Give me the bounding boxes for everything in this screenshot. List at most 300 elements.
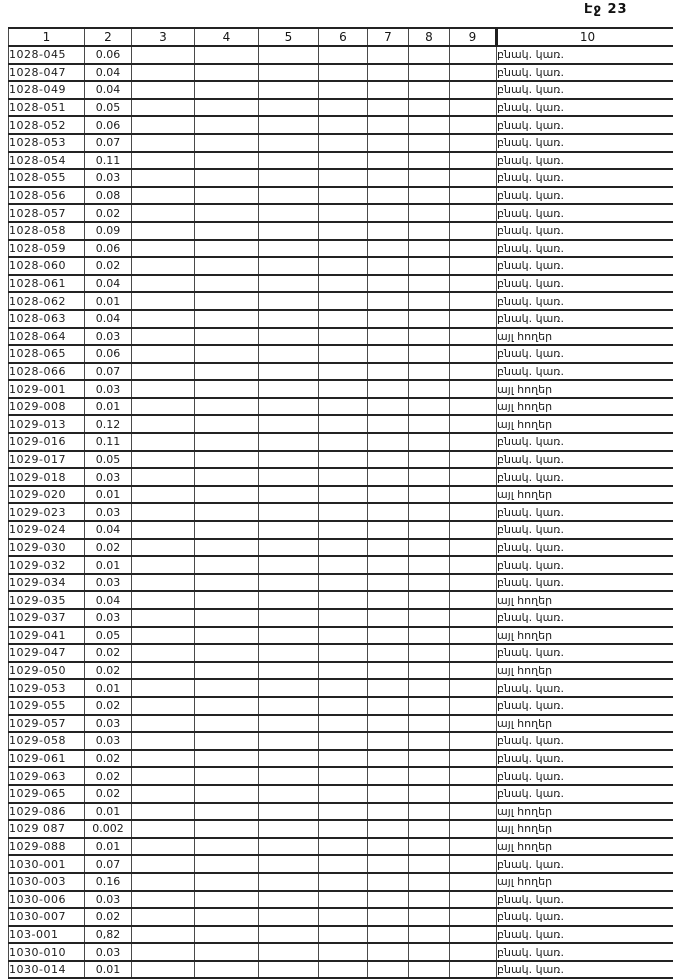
table-row <box>9 363 673 381</box>
cell-empty <box>132 310 195 328</box>
cell-parcel-id: 1029-018 <box>9 468 85 486</box>
table-row <box>9 609 673 627</box>
cell-empty <box>259 240 319 258</box>
cell-empty <box>450 134 497 152</box>
cell-empty <box>319 328 368 346</box>
cell-area-value: 0.01 <box>85 838 132 856</box>
cell-empty <box>319 679 368 697</box>
cell-empty <box>450 292 497 310</box>
cell-empty <box>368 134 409 152</box>
cell-empty <box>319 345 368 363</box>
table-row <box>9 908 673 926</box>
cell-empty <box>409 292 450 310</box>
cell-empty <box>259 715 319 733</box>
cell-land-use-note: այլ հողեր <box>497 662 673 680</box>
cell-empty <box>450 468 497 486</box>
cell-empty <box>409 943 450 961</box>
cell-area-value: 0.01 <box>85 803 132 821</box>
cell-empty <box>319 134 368 152</box>
cell-empty <box>319 81 368 99</box>
cell-empty <box>319 662 368 680</box>
cell-empty <box>409 627 450 645</box>
table-row <box>9 222 673 240</box>
cell-land-use-note: բնակ. կառ. <box>497 943 673 961</box>
cell-parcel-id: 1029-088 <box>9 838 85 856</box>
cell-empty <box>409 328 450 346</box>
cell-empty <box>319 943 368 961</box>
cell-empty <box>409 46 450 64</box>
column-header-3: 3 <box>132 28 195 46</box>
column-header-8: 8 <box>409 28 450 46</box>
cell-empty <box>368 943 409 961</box>
cell-empty <box>195 310 259 328</box>
cell-empty <box>132 574 195 592</box>
cell-empty <box>195 908 259 926</box>
cell-empty <box>409 785 450 803</box>
cell-empty <box>368 715 409 733</box>
cell-land-use-note: բնակ. կառ. <box>497 363 673 381</box>
cell-empty <box>450 328 497 346</box>
cell-parcel-id: 1029-016 <box>9 433 85 451</box>
cell-empty <box>368 627 409 645</box>
cell-empty <box>195 732 259 750</box>
cell-empty <box>319 204 368 222</box>
cell-land-use-note: բնակ. կառ. <box>497 46 673 64</box>
cell-parcel-id: 1028-062 <box>9 292 85 310</box>
cell-empty <box>195 415 259 433</box>
cell-empty <box>259 820 319 838</box>
cell-empty <box>132 539 195 557</box>
cell-parcel-id: 1029-035 <box>9 591 85 609</box>
cell-parcel-id: 1029-032 <box>9 556 85 574</box>
cell-empty <box>195 64 259 82</box>
cell-empty <box>195 767 259 785</box>
cell-empty <box>409 926 450 944</box>
cell-empty <box>259 644 319 662</box>
cell-area-value: 0.01 <box>85 961 132 979</box>
table-row <box>9 257 673 275</box>
cell-empty <box>195 134 259 152</box>
cell-empty <box>450 503 497 521</box>
cell-empty <box>132 803 195 821</box>
cell-empty <box>132 503 195 521</box>
cell-empty <box>409 204 450 222</box>
cell-area-value: 0.04 <box>85 64 132 82</box>
cell-parcel-id: 1029-023 <box>9 503 85 521</box>
cell-empty <box>195 204 259 222</box>
cell-area-value: 0.06 <box>85 46 132 64</box>
cell-empty <box>368 908 409 926</box>
cell-area-value: 0.02 <box>85 750 132 768</box>
cell-empty <box>319 240 368 258</box>
table-row <box>9 943 673 961</box>
table-row <box>9 503 673 521</box>
table-row <box>9 486 673 504</box>
cell-area-value: 0.09 <box>85 222 132 240</box>
cell-land-use-note: բնակ. կառ. <box>497 574 673 592</box>
cell-parcel-id: 1029-065 <box>9 785 85 803</box>
cell-empty <box>450 767 497 785</box>
cell-empty <box>368 116 409 134</box>
cell-empty <box>450 662 497 680</box>
cell-empty <box>450 644 497 662</box>
cell-empty <box>368 275 409 293</box>
cell-empty <box>195 556 259 574</box>
cell-area-value: 0.03 <box>85 715 132 733</box>
cell-empty <box>450 275 497 293</box>
cell-parcel-id: 1028-051 <box>9 99 85 117</box>
cell-empty <box>409 222 450 240</box>
cell-empty <box>368 451 409 469</box>
cell-land-use-note: բնակ. կառ. <box>497 908 673 926</box>
table-row <box>9 873 673 891</box>
cell-empty <box>195 99 259 117</box>
cell-empty <box>132 943 195 961</box>
table-row <box>9 433 673 451</box>
cell-land-use-note: բնակ. կառ. <box>497 539 673 557</box>
cell-area-value: 0.07 <box>85 855 132 873</box>
cell-empty <box>319 574 368 592</box>
cell-empty <box>368 609 409 627</box>
cell-empty <box>319 820 368 838</box>
cell-empty <box>132 785 195 803</box>
cell-empty <box>450 556 497 574</box>
cell-empty <box>368 240 409 258</box>
cell-parcel-id: 1030-007 <box>9 908 85 926</box>
cell-empty <box>409 609 450 627</box>
cell-empty <box>195 345 259 363</box>
cell-empty <box>259 574 319 592</box>
cell-empty <box>368 433 409 451</box>
cell-area-value: 0.04 <box>85 275 132 293</box>
table-row <box>9 855 673 873</box>
cell-empty <box>368 310 409 328</box>
table-body <box>9 46 673 978</box>
cell-empty <box>319 556 368 574</box>
cell-empty <box>368 539 409 557</box>
cell-empty <box>195 873 259 891</box>
cell-empty <box>195 292 259 310</box>
cell-empty <box>450 838 497 856</box>
cell-empty <box>368 521 409 539</box>
cell-empty <box>259 943 319 961</box>
cell-area-value: 0.02 <box>85 539 132 557</box>
cell-area-value: 0.06 <box>85 345 132 363</box>
cell-empty <box>132 644 195 662</box>
cell-empty <box>409 574 450 592</box>
cell-empty <box>319 838 368 856</box>
cell-empty <box>132 697 195 715</box>
cell-empty <box>450 222 497 240</box>
cell-empty <box>409 451 450 469</box>
cell-empty <box>409 803 450 821</box>
cell-parcel-id: 1029-013 <box>9 415 85 433</box>
cell-area-value: 0.07 <box>85 134 132 152</box>
cell-empty <box>450 451 497 469</box>
cell-empty <box>368 468 409 486</box>
cell-land-use-note: այլ հողեր <box>497 715 673 733</box>
cell-empty <box>450 961 497 979</box>
cell-empty <box>259 908 319 926</box>
cell-empty <box>409 908 450 926</box>
cell-empty <box>368 873 409 891</box>
cell-empty <box>259 961 319 979</box>
cell-empty <box>319 310 368 328</box>
cell-empty <box>368 328 409 346</box>
cell-empty <box>319 767 368 785</box>
cell-empty <box>409 644 450 662</box>
cell-empty <box>132 732 195 750</box>
cell-empty <box>319 468 368 486</box>
cell-empty <box>195 503 259 521</box>
cell-empty <box>409 433 450 451</box>
cell-empty <box>259 275 319 293</box>
cell-area-value: 0.02 <box>85 644 132 662</box>
cell-empty <box>319 116 368 134</box>
cell-empty <box>132 627 195 645</box>
cell-empty <box>195 803 259 821</box>
cell-land-use-note: բնակ. կառ. <box>497 556 673 574</box>
cell-empty <box>132 64 195 82</box>
cell-land-use-note: բնակ. կառ. <box>497 926 673 944</box>
cell-land-use-note: բնակ. կառ. <box>497 257 673 275</box>
cell-area-value: 0.01 <box>85 486 132 504</box>
table-row <box>9 134 673 152</box>
cell-empty <box>195 240 259 258</box>
cell-empty <box>319 275 368 293</box>
cell-area-value: 0.03 <box>85 609 132 627</box>
cell-empty <box>450 152 497 170</box>
cell-empty <box>132 679 195 697</box>
cell-land-use-note: բնակ. կառ. <box>497 609 673 627</box>
cell-empty <box>132 820 195 838</box>
cell-empty <box>195 926 259 944</box>
cell-land-use-note: բնակ. կառ. <box>497 961 673 979</box>
cell-land-use-note: այլ հողեր <box>497 328 673 346</box>
cell-empty <box>368 152 409 170</box>
cell-empty <box>319 187 368 205</box>
cell-empty <box>368 363 409 381</box>
cell-empty <box>450 679 497 697</box>
cell-empty <box>259 662 319 680</box>
cell-empty <box>132 99 195 117</box>
cell-empty <box>132 486 195 504</box>
cell-empty <box>259 257 319 275</box>
cell-empty <box>409 715 450 733</box>
table-row <box>9 169 673 187</box>
cell-empty <box>259 767 319 785</box>
cell-empty <box>368 292 409 310</box>
cell-area-value: 0.04 <box>85 521 132 539</box>
table-row <box>9 275 673 293</box>
cell-area-value: 0.03 <box>85 468 132 486</box>
cell-area-value: 0.02 <box>85 697 132 715</box>
cell-empty <box>450 486 497 504</box>
table-row <box>9 240 673 258</box>
cell-empty <box>319 46 368 64</box>
cell-area-value: 0.04 <box>85 591 132 609</box>
cell-empty <box>409 873 450 891</box>
cell-area-value: 0.03 <box>85 169 132 187</box>
cell-empty <box>319 169 368 187</box>
cell-empty <box>195 855 259 873</box>
cell-empty <box>409 415 450 433</box>
cell-land-use-note: բնակ. կառ. <box>497 451 673 469</box>
cell-land-use-note: այլ հողեր <box>497 486 673 504</box>
cell-empty <box>409 662 450 680</box>
cell-empty <box>450 855 497 873</box>
cell-empty <box>319 697 368 715</box>
cell-empty <box>409 116 450 134</box>
cell-empty <box>368 697 409 715</box>
cell-empty <box>409 81 450 99</box>
cell-parcel-id: 1029-001 <box>9 380 85 398</box>
cell-area-value: 0.05 <box>85 451 132 469</box>
cell-empty <box>319 785 368 803</box>
cell-parcel-id: 1029-008 <box>9 398 85 416</box>
cell-area-value: 0.04 <box>85 310 132 328</box>
table-row <box>9 81 673 99</box>
cell-empty <box>368 64 409 82</box>
cell-land-use-note: բնակ. կառ. <box>497 468 673 486</box>
cell-empty <box>195 398 259 416</box>
cell-empty <box>450 926 497 944</box>
header-row <box>9 28 673 46</box>
cell-empty <box>450 415 497 433</box>
cell-empty <box>409 820 450 838</box>
cell-empty <box>368 926 409 944</box>
cell-empty <box>132 873 195 891</box>
cell-empty <box>368 574 409 592</box>
cell-empty <box>450 433 497 451</box>
cell-empty <box>132 451 195 469</box>
cell-parcel-id: 1028-053 <box>9 134 85 152</box>
cell-parcel-id: 1028-055 <box>9 169 85 187</box>
cell-area-value: 0.02 <box>85 908 132 926</box>
cell-parcel-id: 1028-065 <box>9 345 85 363</box>
cell-empty <box>409 679 450 697</box>
cell-empty <box>409 539 450 557</box>
cell-empty <box>368 257 409 275</box>
cell-parcel-id: 1028-064 <box>9 328 85 346</box>
cell-parcel-id: 1029-086 <box>9 803 85 821</box>
cell-empty <box>259 398 319 416</box>
cell-empty <box>409 891 450 909</box>
cell-land-use-note: բնակ. կառ. <box>497 99 673 117</box>
cell-empty <box>409 732 450 750</box>
cell-empty <box>368 503 409 521</box>
table-row <box>9 187 673 205</box>
cell-empty <box>195 891 259 909</box>
cell-empty <box>450 81 497 99</box>
cell-empty <box>195 785 259 803</box>
cell-land-use-note: բնակ. կառ. <box>497 64 673 82</box>
cell-empty <box>368 662 409 680</box>
cell-area-value: 0.01 <box>85 292 132 310</box>
cell-empty <box>409 99 450 117</box>
cell-empty <box>132 169 195 187</box>
cell-empty <box>368 187 409 205</box>
cell-empty <box>195 521 259 539</box>
cell-area-value: 0.05 <box>85 99 132 117</box>
table-row <box>9 398 673 416</box>
cell-empty <box>409 345 450 363</box>
cell-empty <box>132 767 195 785</box>
cell-empty <box>195 627 259 645</box>
table-row <box>9 891 673 909</box>
cell-empty <box>132 908 195 926</box>
cell-empty <box>259 591 319 609</box>
cell-empty <box>409 961 450 979</box>
cell-empty <box>195 750 259 768</box>
cell-empty <box>450 380 497 398</box>
cell-empty <box>195 697 259 715</box>
cell-parcel-id: 1028-049 <box>9 81 85 99</box>
cell-empty <box>409 380 450 398</box>
cell-empty <box>195 257 259 275</box>
cell-empty <box>259 521 319 539</box>
cell-empty <box>132 240 195 258</box>
table-row <box>9 99 673 117</box>
cell-parcel-id: 1028-059 <box>9 240 85 258</box>
cell-empty <box>450 116 497 134</box>
cell-empty <box>259 204 319 222</box>
cell-empty <box>368 204 409 222</box>
cell-land-use-note: այլ հողեր <box>497 803 673 821</box>
column-header-2: 2 <box>85 28 132 46</box>
cell-empty <box>319 380 368 398</box>
column-header-9: 9 <box>450 28 497 46</box>
cell-empty <box>450 99 497 117</box>
cell-empty <box>319 873 368 891</box>
cell-empty <box>368 81 409 99</box>
cell-parcel-id: 1029-041 <box>9 627 85 645</box>
cell-empty <box>450 310 497 328</box>
cell-land-use-note: բնակ. կառ. <box>497 310 673 328</box>
table-row <box>9 539 673 557</box>
cell-empty <box>259 328 319 346</box>
cell-empty <box>368 591 409 609</box>
data-table <box>8 27 673 979</box>
table-row <box>9 627 673 645</box>
cell-empty <box>450 591 497 609</box>
cell-parcel-id: 1028-060 <box>9 257 85 275</box>
cell-empty <box>195 715 259 733</box>
cell-empty <box>132 891 195 909</box>
cell-empty <box>259 679 319 697</box>
cell-empty <box>409 64 450 82</box>
cell-empty <box>132 926 195 944</box>
cell-parcel-id: 1029-024 <box>9 521 85 539</box>
cell-empty <box>368 222 409 240</box>
cell-empty <box>259 415 319 433</box>
cell-empty <box>368 732 409 750</box>
cell-empty <box>132 556 195 574</box>
cell-land-use-note: բնակ. կառ. <box>497 187 673 205</box>
cell-area-value: 0.02 <box>85 257 132 275</box>
cell-empty <box>409 169 450 187</box>
cell-empty <box>259 169 319 187</box>
cell-parcel-id: 1030-001 <box>9 855 85 873</box>
cell-area-value: 0.03 <box>85 328 132 346</box>
table-row <box>9 46 673 64</box>
table-row <box>9 803 673 821</box>
cell-parcel-id: 1028-054 <box>9 152 85 170</box>
cell-parcel-id: 1029-053 <box>9 679 85 697</box>
cell-empty <box>195 591 259 609</box>
cell-area-value: 0.06 <box>85 240 132 258</box>
cell-empty <box>319 64 368 82</box>
